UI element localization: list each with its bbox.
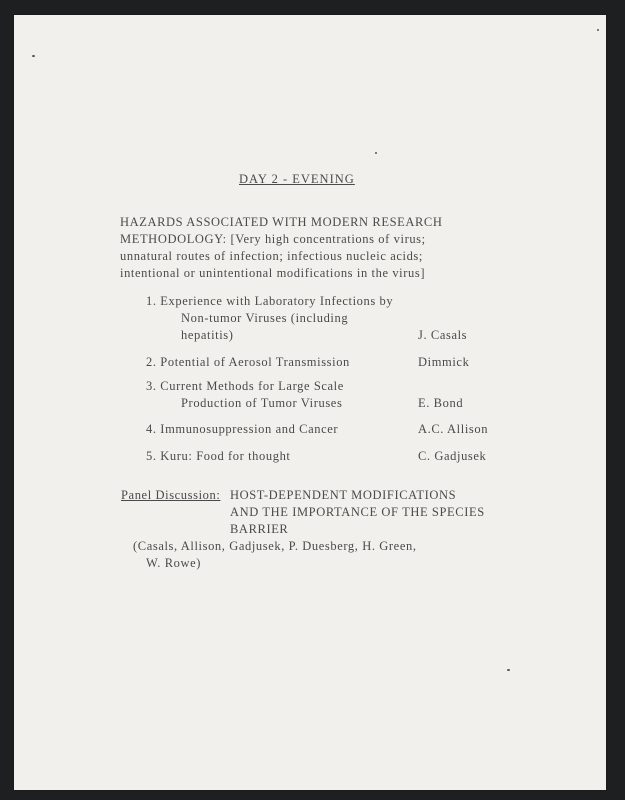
paper-speck (597, 29, 599, 31)
document-page (14, 15, 606, 790)
talk-2-title: 2. Potential of Aerosol Transmission (146, 355, 350, 369)
talk-4-title: 4. Immunosuppression and Cancer (146, 422, 339, 436)
panel-label: Panel Discussion: (121, 488, 221, 502)
paper-speck (32, 55, 35, 57)
session-description-line-3: unnatural routes of infection; infectious nucleic acids; (120, 249, 423, 263)
talk-3-title-line-2: Production of Tumor Viruses (181, 396, 343, 410)
talk-5-speaker: C. Gadjusek (418, 449, 487, 463)
talk-3-title-line-1: 3. Current Methods for Large Scale (146, 379, 344, 393)
session-description-line-2: METHODOLOGY: [Very high concentrations of virus; (120, 232, 426, 246)
paper-speck (375, 152, 377, 154)
talk-2-speaker: Dimmick (418, 355, 470, 369)
paper-speck (507, 669, 510, 671)
session-description-line-4: intentional or unintentional modifications in the virus] (120, 266, 426, 280)
panel-topic-line-3: BARRIER (230, 522, 289, 536)
talk-4-speaker: A.C. Allison (418, 422, 489, 436)
talk-1-title-line-1: 1. Experience with Laboratory Infections by (146, 294, 394, 308)
talk-3-speaker: E. Bond (418, 396, 464, 410)
session-description-line-1: HAZARDS ASSOCIATED WITH MODERN RESEARCH (120, 215, 443, 229)
talk-5-title: 5. Kuru: Food for thought (146, 449, 291, 463)
panel-participants-line-1: (Casals, Allison, Gadjusek, P. Duesberg, H. Green, (133, 539, 417, 553)
panel-topic-line-1: HOST-DEPENDENT MODIFICATIONS (230, 488, 457, 502)
talk-1-title-line-2: Non-tumor Viruses (including (181, 311, 349, 325)
talk-1-title-line-3: hepatitis) (181, 328, 234, 342)
talk-1-speaker: J. Casals (418, 328, 468, 342)
page-title: DAY 2 - EVENING (239, 172, 355, 186)
panel-topic-line-2: AND THE IMPORTANCE OF THE SPECIES (230, 505, 485, 519)
panel-participants-line-2: W. Rowe) (146, 556, 202, 570)
